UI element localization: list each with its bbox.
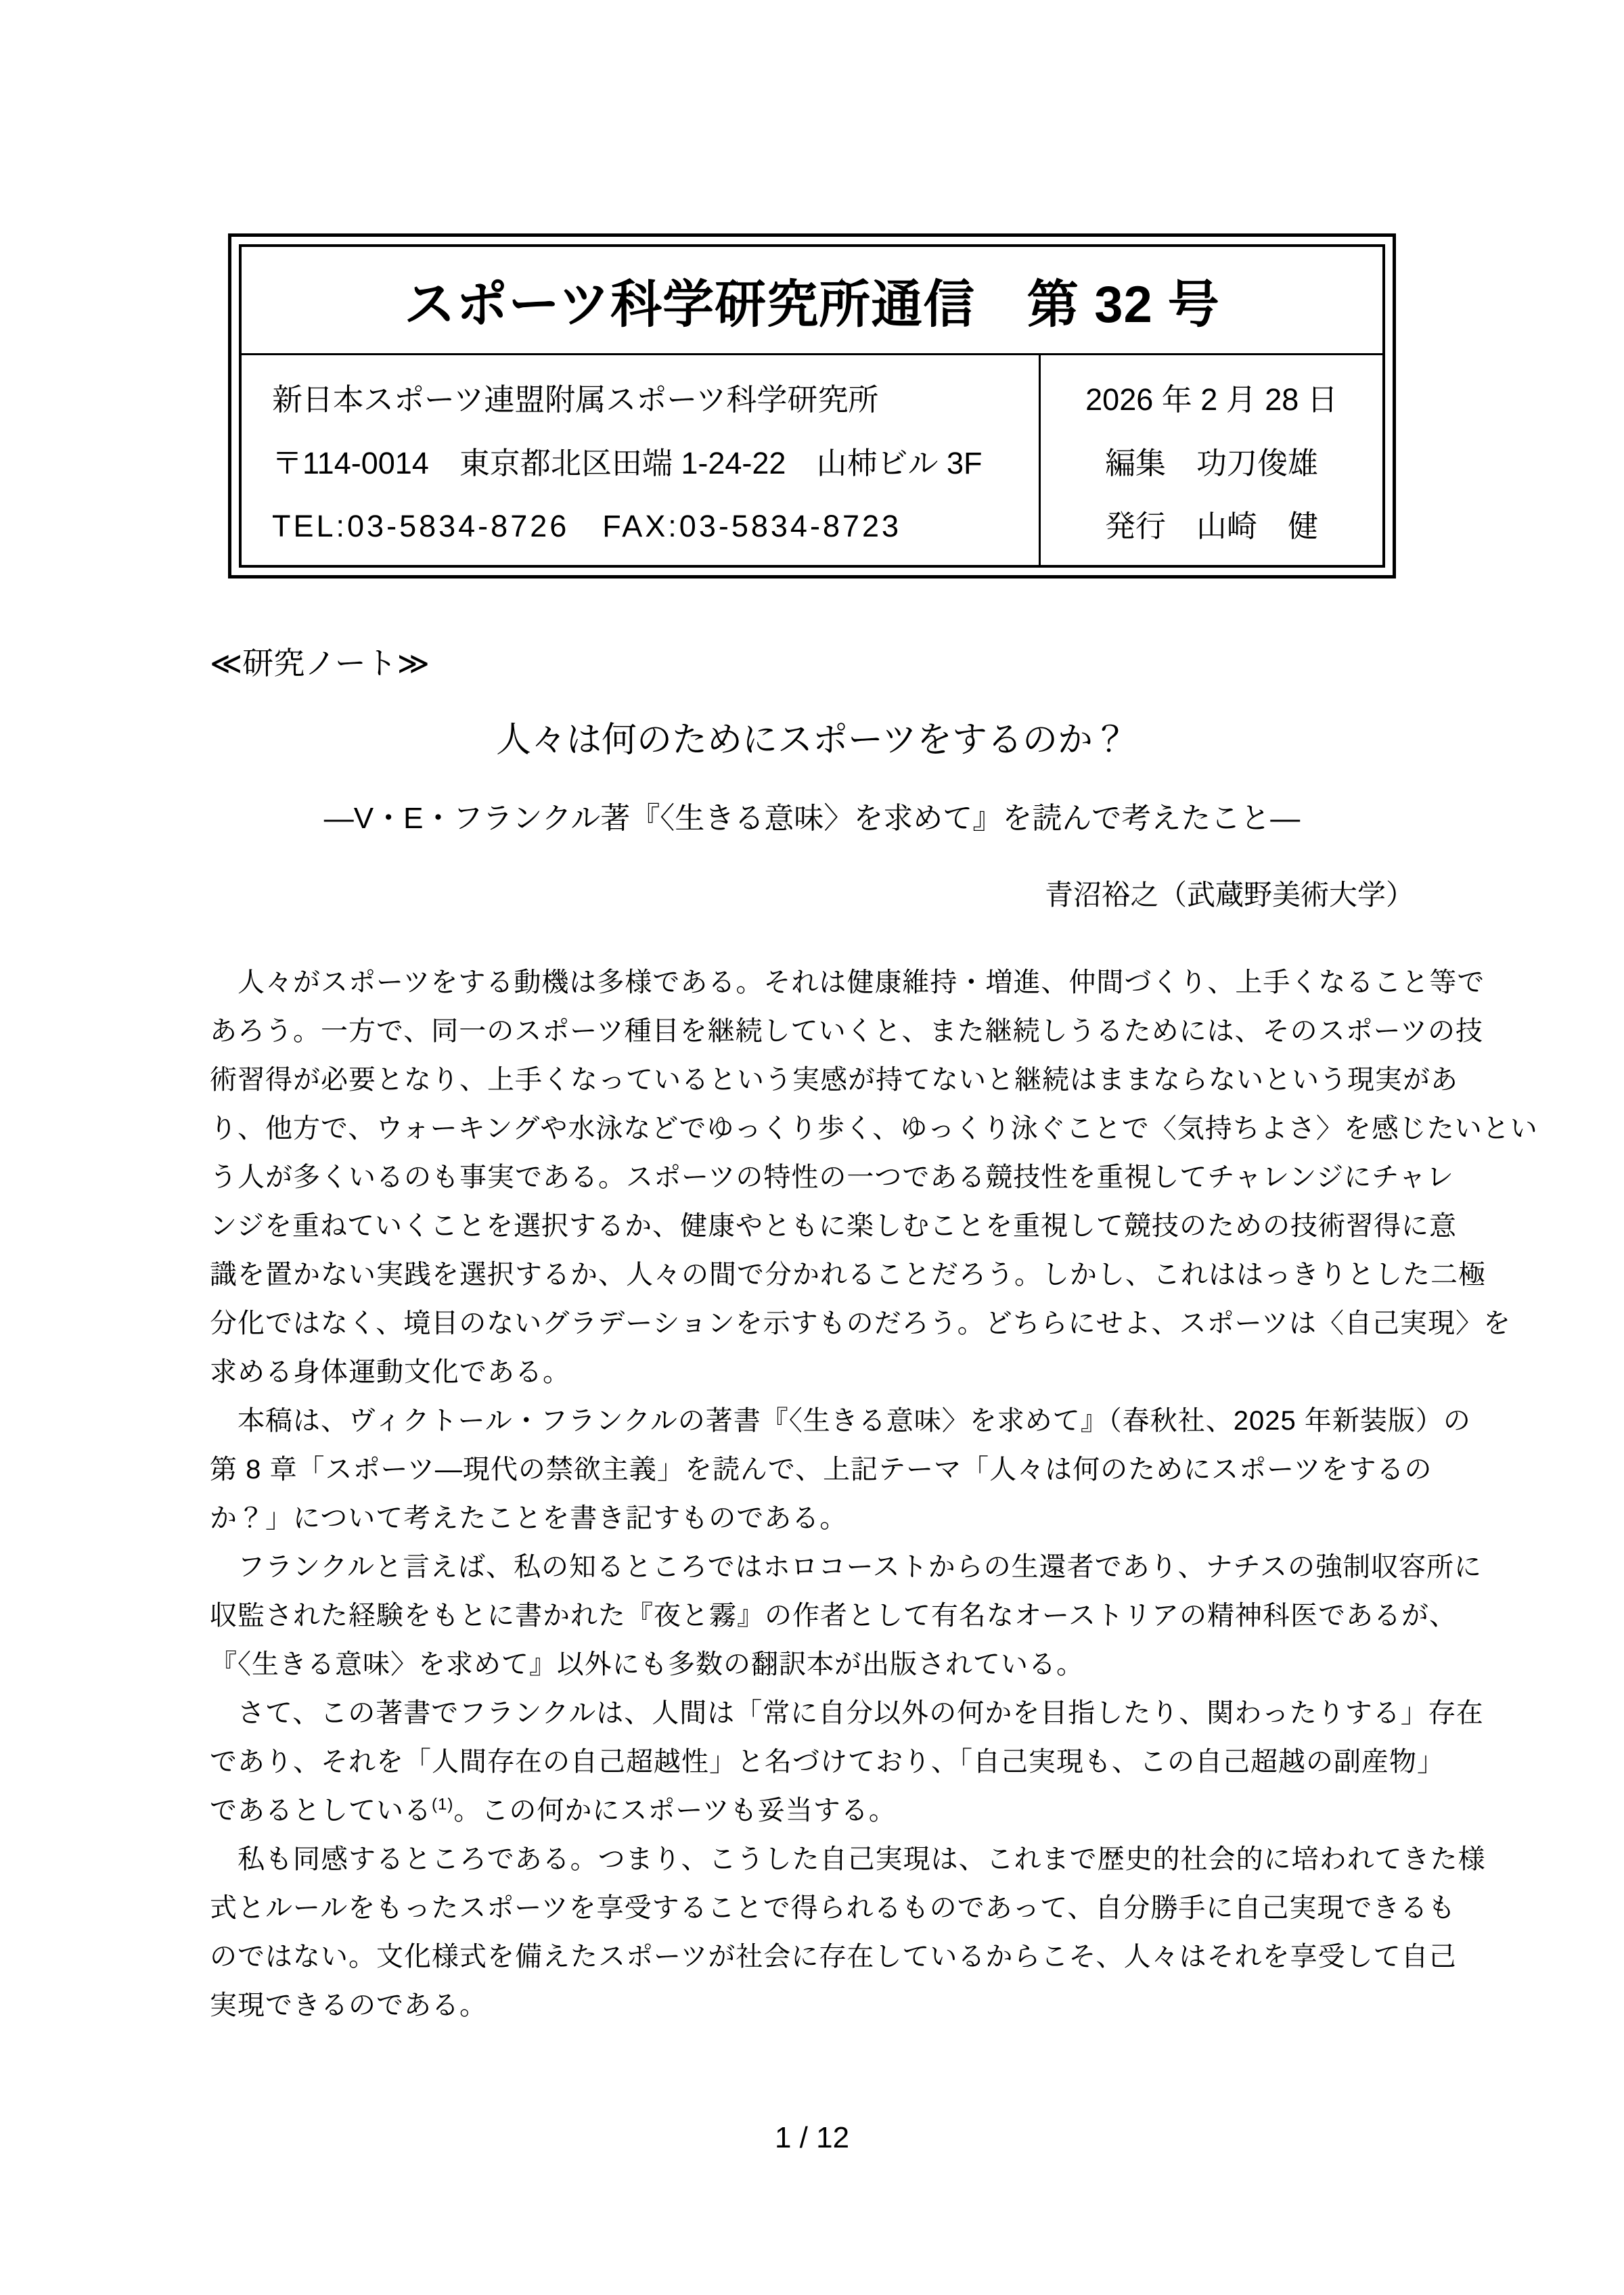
body-line: 術習得が必要となり、上手くなっているという実感が持てないと継続はままならないという現実があ xyxy=(210,1065,1458,1095)
article-category: ≪研究ノート≫ xyxy=(210,645,430,681)
body-line: り、他方で、ウォーキングや水泳などでゆっくり歩く、ゆっくり泳ぐことで〈気持ちよさ〉を感じたいとい xyxy=(210,1114,1538,1143)
body-line: 分化ではなく、境目のないグラデーションを示すものだろう。どちらにせよ、スポーツは〈自己実現〉を xyxy=(210,1309,1511,1338)
body-line: 『〈生きる意味〉を求めて』以外にも多数の翻訳本が出版されている。 xyxy=(210,1650,1084,1679)
body-line: のではない。文化様式を備えたスポーツが社会に存在しているからこそ、人々はそれを享受して自己 xyxy=(210,1942,1457,1972)
body-line: 識を置かない実践を選択するか、人々の間で分かれることだろう。しかし、これははっきりとした二極 xyxy=(210,1260,1486,1290)
org-contact: TEL:03-5834-8726 FAX:03-5834-8723 xyxy=(272,509,902,544)
masthead-info xyxy=(242,355,1382,565)
body-line: う人が多くいるのも事実である。スポーツの特性の一つである競技性を重視してチャレンジにチャレ xyxy=(210,1162,1454,1192)
body-line: か？」について考えたことを書き記すものである。 xyxy=(210,1503,848,1533)
body-line-text: 。この何かにスポーツも妥当する。 xyxy=(453,1796,897,1825)
body-line-text: であるとしている xyxy=(210,1796,432,1825)
body-line: 式とルールをもったスポーツを享受することで得られるものであって、自分勝手に自己実現できるも xyxy=(210,1893,1456,1923)
body-line: 実現できるのである。 xyxy=(210,1991,487,2020)
page-number: 1 / 12 xyxy=(774,2121,850,2154)
footnote-ref: (1) xyxy=(432,1795,454,1814)
org-name: 新日本スポーツ連盟附属スポーツ科学研究所 xyxy=(272,382,879,417)
body-line: 求める身体運動文化である。 xyxy=(210,1357,570,1387)
publisher-credit: 発行 山崎 健 xyxy=(1104,509,1318,544)
masthead-box xyxy=(228,233,1396,578)
masthead-org-cell xyxy=(242,355,1039,565)
body-line xyxy=(210,1786,1414,1835)
body-line: さて、この著書でフランクルは、人間は「常に自分以外の何かを目指したり、関わったりする」存在 xyxy=(210,1698,1484,1728)
masthead-issue-cell xyxy=(1039,355,1382,565)
body-line: ンジを重ねていくことを選択するか、健康やともに楽しむことを重視して競技のための技術習得に意 xyxy=(210,1211,1457,1241)
masthead-inner-frame xyxy=(239,244,1385,568)
article-body xyxy=(210,958,1538,2030)
body-line: 私も同感するところである。つまり、こうした自己実現は、これまで歴史的社会的に培われてきた様 xyxy=(210,1844,1486,1874)
body-line: 収監された経験をもとに書かれた『夜と霧』の作者として有名なオーストリアの精神科医であるが、 xyxy=(210,1601,1457,1631)
issue-date: 2026 年 2 月 28 日 xyxy=(1085,382,1338,417)
body-line: フランクルと言えば、私の知るところではホロコーストからの生還者であり、ナチスの強制収容所に xyxy=(210,1552,1482,1582)
article-author: 青沼裕之（武蔵野美術大学） xyxy=(1044,879,1414,911)
body-line: であり、それを「人間存在の自己超越性」と名づけており、「自己実現も、この自己超越の副産物」 xyxy=(210,1747,1445,1777)
newsletter-title: スポーツ科学研究所通信 第 32 号 xyxy=(242,247,1382,355)
body-line: 人々がスポーツをする動機は多様である。それは健康維持・増進、仲間づくり、上手くなること等で xyxy=(210,968,1485,997)
article-subtitle: ―V・E・フランクル著『〈生きる意味〉を求めて』を読んで考えたこと― xyxy=(323,802,1301,835)
editor-credit: 編集 功刀俊雄 xyxy=(1104,445,1318,480)
article-title: 人々は何のためにスポーツをするのか？ xyxy=(496,721,1128,760)
body-line: 本稿は、ヴィクトール・フランクルの著書『〈生きる意味〉を求めて』（春秋社、2025 年新装版）の xyxy=(210,1406,1471,1436)
body-line: 第 8 章「スポーツ―現代の禁欲主義」を読んで、上記テーマ「人々は何のためにスポーツをするの xyxy=(210,1455,1433,1484)
body-line: あろう。一方で、同一のスポーツ種目を継続していくと、また継続しうるためには、そのスポーツの技 xyxy=(210,1016,1483,1046)
org-address: 〒114-0014 東京都北区田端 1-24-22 山柿ビル 3F xyxy=(272,445,983,480)
